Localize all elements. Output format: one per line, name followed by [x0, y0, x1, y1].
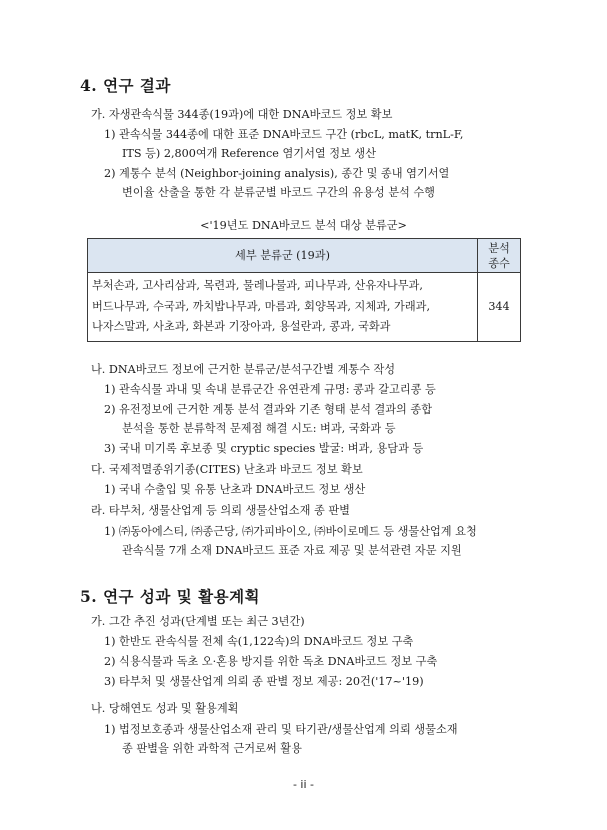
- s5-item-na-1-line1: 1) 법정보호종과 생물산업소재 관리 및 타기관/생물산업계 의뢰 생물소재: [104, 723, 458, 736]
- item-ga-2-line1: 2) 계통수 분석 (Neighbor-joining analysis), 종간 및 종내 염기서열: [104, 167, 450, 180]
- item-ra-1-line1: 1) ㈜동아에스티, ㈜종근당, ㈜가피바이오, ㈜바이로메드 등 생물산업계 요청: [104, 525, 477, 538]
- item-ga: 가. 자생관속식물 344종(19과)에 대한 DNA바코드 정보 확보: [91, 108, 393, 121]
- table-cell-taxa-line3: 나자스말과, 사초과, 화본과 기장아과, 용설란과, 콩과, 국화과: [92, 320, 391, 333]
- item-ra: 라. 타부처, 생물산업계 등 의뢰 생물산업소재 종 판별: [91, 504, 350, 517]
- table-row: [88, 273, 521, 342]
- s5-item-na-1-line2: 종 판별을 위한 과학적 근거로써 활용: [122, 742, 302, 755]
- section-4-heading: 4. 연구 결과: [80, 76, 171, 95]
- item-na-1: 1) 관속식물 과내 및 속내 분류군간 유연관계 규명: 콩과 갈고리콩 등: [104, 383, 436, 396]
- table-header-count-line2: 종수: [488, 256, 510, 270]
- table-header-row: [88, 239, 521, 273]
- table-cell-count: 344: [478, 273, 521, 342]
- item-ra-1-line2: 관속식물 7개 소재 DNA바코드 표준 자료 제공 및 분석관련 자문 지원: [122, 544, 462, 557]
- s5-item-ga-3: 3) 타부처 및 생물산업계 의뢰 종 판별 정보 제공: 20건('17~'19): [104, 675, 424, 688]
- item-ga-1-line1: 1) 관속식물 344종에 대한 표준 DNA바코드 구간 (rbcL, matK, trnL-F,: [104, 128, 464, 141]
- table-caption: <'19년도 DNA바코드 분석 대상 분류군>: [200, 219, 407, 232]
- page-number: - ii -: [292, 778, 315, 791]
- s5-item-ga-1: 1) 한반도 관속식물 전체 속(1,122속)의 DNA바코드 정보 구축: [104, 635, 414, 648]
- item-na-2-line2: 분석을 통한 분류학적 문제점 해결 시도: 벼과, 국화과 등: [122, 422, 396, 435]
- table-header-count: [478, 239, 521, 273]
- table-cell-taxa-line1: 부처손과, 고사리삼과, 목련과, 물레나물과, 피나무과, 산유자나무과,: [92, 279, 423, 292]
- taxa-table: [87, 238, 521, 342]
- item-da: 다. 국제적멸종위기종(CITES) 난초과 바코드 정보 확보: [91, 463, 363, 476]
- item-na-2-line1: 2) 유전정보에 근거한 계통 분석 결과와 기존 형태 분석 결과의 종합: [104, 403, 433, 416]
- table-cell-taxa-line2: 버드나무과, 수국과, 까치밥나무과, 마름과, 회양목과, 지체과, 가래과,: [92, 299, 431, 313]
- section-5-heading: 5. 연구 성과 및 활용계획: [80, 587, 261, 606]
- table-header-count-line1: 분석: [488, 241, 510, 255]
- item-da-1: 1) 국내 수출입 및 유통 난초과 DNA바코드 정보 생산: [104, 483, 366, 496]
- table-header-taxa: 세부 분류군 (19과): [88, 239, 478, 273]
- item-na-3: 3) 국내 미기록 후보종 및 cryptic species 발굴: 벼과, 용담과 등: [104, 442, 424, 455]
- item-na: 나. DNA바코드 정보에 근거한 분류군/분석구간별 계통수 작성: [91, 363, 396, 376]
- item-ga-2-line2: 변이율 산출을 통한 각 분류군별 바코드 구간의 유용성 분석 수행: [122, 186, 435, 199]
- item-ga-1-line2: ITS 등) 2,800여개 Reference 염기서열 정보 생산: [122, 147, 377, 160]
- table-cell-taxa: [88, 273, 478, 342]
- s5-item-na: 나. 당해연도 성과 및 활용계획: [91, 702, 239, 715]
- s5-item-ga-2: 2) 식용식물과 독초 오·혼용 방지를 위한 독초 DNA바코드 정보 구축: [104, 655, 438, 668]
- s5-item-ga: 가. 그간 추진 성과(단계별 또는 최근 3년간): [91, 615, 305, 628]
